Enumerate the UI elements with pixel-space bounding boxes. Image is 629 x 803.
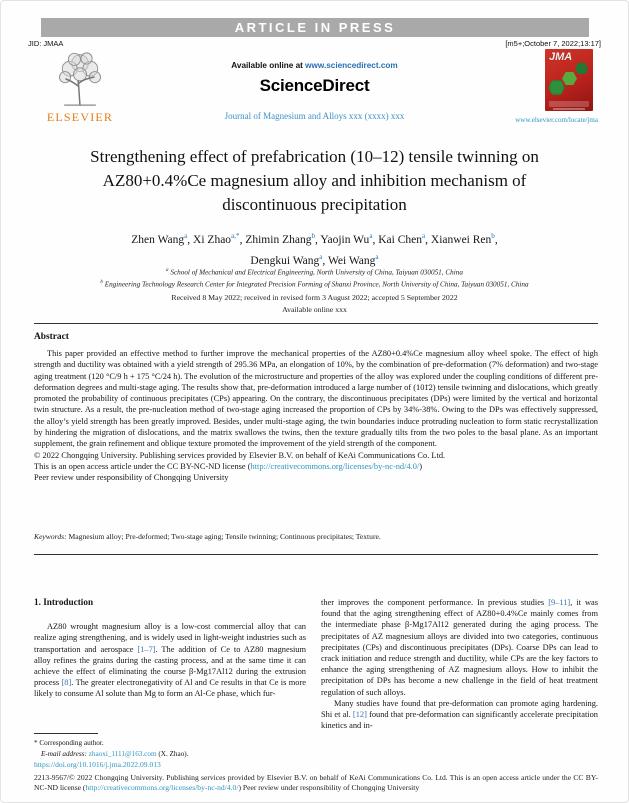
- crystal-hexagon-icon: [562, 71, 577, 86]
- author-affiliation-sup: b: [491, 232, 495, 240]
- sciencedirect-url-link[interactable]: www.sciencedirect.com: [305, 61, 398, 70]
- author: Wei Wang$^a$: [327, 252, 379, 267]
- author-affiliation-sup: a: [422, 232, 426, 240]
- keywords-line: [34, 532, 598, 541]
- author: Yaojin Wu$^a$,: [320, 232, 379, 246]
- keywords-text: Magnesium alloy; Pre-deformed; Two-stage aging; Tensile twinning; Continuous precipitates; Texture.: [66, 532, 381, 541]
- author-affiliation-sup: a,*: [231, 232, 240, 240]
- peer-review-line: Peer review under responsibility of Chongqing University: [34, 473, 229, 483]
- intro-paragraph: AZ80 wrought magnesium alloy is a low-cost commercial alloy that can realize aging strengthening, and is widely used in light-weight industries such as transportation and aerospace [1–7]. The addition of Ce to AZ80 magnesium alloy refines the grains during the casting process, and at the same time it can achieve the effect of eliminating the course β-Mg17Al12 during the extrusion process [8]. The greater electronegativity of Al and Ce results in that Ce is more likely to consume Al solute than Mg to form an Al-Ce phase, which fur-: [34, 622, 306, 699]
- page-footer: [34, 760, 598, 794]
- elsevier-tree-icon: [52, 49, 108, 109]
- copyright-line: © 2022 Chongqing University. Publishing services provided by Elsevier B.V. on behalf of KeAi Communications Co. Ltd.: [34, 450, 446, 460]
- section-heading-introduction: 1. Introduction: [34, 597, 94, 607]
- elsevier-logo: [34, 49, 126, 125]
- email-line: E-mail address: zhaoxi_1111@163.com (X. Zhao).: [41, 749, 189, 758]
- corresponding-author-footnote: [34, 733, 306, 759]
- footer-copyright-text: 2213-9567/© 2022 Chongqing University. Publishing services provided by Elsevier B.V. on behalf of KeAi Communications Co. Ltd. This is an open access article under the CC BY-NC-ND license (http://creativecommons.org/licenses/by-nc-nd/4.0/) Peer review under responsibility of Chongqing University: [34, 772, 598, 793]
- author: Xi Zhao$^{a,*}$,: [193, 232, 246, 246]
- author-list: [41, 228, 588, 270]
- author-affiliation-sup: a: [369, 232, 373, 240]
- crystal-hexagon-icon: [575, 62, 588, 75]
- sciencedirect-logo: ScienceDirect: [259, 76, 370, 95]
- author-affiliation-sup: a: [319, 252, 323, 261]
- citation-link[interactable]: [1–7]: [137, 644, 156, 654]
- elsevier-wordmark: ELSEVIER: [46, 110, 114, 124]
- affiliation-list: [31, 266, 598, 290]
- citation-link[interactable]: [9–11]: [548, 598, 571, 607]
- body-paragraph: Many studies have found that pre-deformation can promote aging hardening. Shi et al. [12] found that pre-deformation can significantly accelerate precipitation kinetics and in-: [321, 698, 598, 731]
- availability-line: Available online at www.sciencedirect.com: [231, 61, 398, 70]
- author: Kai Chen$^a$,: [378, 232, 431, 246]
- paper-title-line-3: discontinuous precipitation: [222, 195, 407, 214]
- paper-title-line-1: Strengthening effect of prefabrication (10–12) tensile twinning on: [90, 147, 539, 166]
- left-column: [34, 597, 306, 759]
- article-in-press-banner: ARTICLE IN PRESS: [41, 18, 589, 37]
- cover-caption-strip: [553, 108, 585, 110]
- divider-rule: [34, 323, 598, 324]
- doi-link[interactable]: https://doi.org/10.1016/j.jma.2022.09.013: [34, 760, 161, 769]
- journal-citation-line: Journal of Magnesium and Alloys xxx (xxxx) xxx: [224, 111, 405, 121]
- license-link[interactable]: http://creativecommons.org/licenses/by-nc-nd/4.0/: [85, 783, 239, 793]
- journal-locate-link[interactable]: www.elsevier.com/locate/jma: [515, 116, 598, 124]
- crystal-hexagon-icon: [548, 79, 565, 96]
- body-paragraph: ther improves the component performance. In previous studies [9–11], it was found that the aging strengthening effect of AZ80+0.4%Ce mainly comes from the intermediate phase β-Mg17Al12 generated during the aging process. The precipitates of AZ magnesium alloys are divided into two categories, continuous precipitates (CPs) and discontinuous precipitates (DPs). Coarse DPs can lead to crack initiation and reduce strength and ductility, while CPs are the key factors to enhance the aging strengthening of AZ magnesium alloys. How to inhibit the precipitation of DPs has become a new challenge in the field of heat treatment regulation of such alloys.: [321, 598, 599, 697]
- jma-cover-image: [545, 49, 593, 111]
- abstract-heading: Abstract: [34, 332, 69, 342]
- masthead-center: [126, 49, 503, 125]
- cover-caption-strip: [549, 101, 589, 107]
- license-line: This is an open access article under the CC BY-NC-ND license (http://creativecommons.org/licenses/by-nc-nd/4.0/): [34, 461, 423, 471]
- abstract-text: This paper provided an effective method to further improve the mechanical properties of the AZ80+0.4%Ce magnesium alloy wheel spoke. The effect of high strength and ductility was obtained with a yield strength of 295.36 MPa, an elongation of 10%, by the combination of pre-deformation (7% deformation) and two-stage aging treatment (120 °C/9 h + 175 °C/24 h). The evolution of the microstructure and properties of the alloy was explored under the coupling conditions of different pre-deformation degrees and multi-stage aging. The results show that, pre-deformation introduced a large number of (101̄2) tensile twinning and dislocations, which greatly promoted the probability of continuous precipitates (CPs) appearing. On the contrary, the discontinuous precipitates (DPs) were limited by the vertical and horizontal twin structure. As a result, the pre-nucleation method of two-stage aging increased the proportion of CPs by 34%-38%. Owing to the DPs was effectively suppressed, the alloy’s yield strength has been greatly improved. Besides, under multi-stage aging, the twin boundaries induce protruding nucleation to form static recrystallization by hindering the migration of dislocations, and the matrix swallows the twins, then the texture gradually tilts from the two poles to the basal plane. As an important supplement, the grain refinement and oblique texture promoted the improvement of the yield strength of the component.: [34, 349, 598, 449]
- affiliation-line: $^b$ Engineering Technology Research Center for Integrated Precision Forming of Shanxi Province, North University of China, Taiyuan 030051, China: [100, 279, 529, 289]
- author-affiliation-sup: b: [311, 232, 316, 240]
- footnote-rule: [34, 733, 98, 734]
- keywords-label: Keywords:: [34, 532, 67, 541]
- proof-meta-row: [28, 39, 601, 48]
- author: Dengkui Wang$^a$,: [250, 252, 328, 267]
- email-label: E-mail address:: [41, 749, 87, 758]
- received-dates-line: Received 8 May 2022; received in revised form 3 August 2022; accepted 5 September 2022: [171, 293, 458, 302]
- affiliation-line: $^a$ School of Mechanical and Electrical Engineering, North University of China, Taiyuan 030051, China: [166, 268, 463, 277]
- right-column: [321, 597, 598, 731]
- citation-link[interactable]: [12]: [352, 710, 367, 720]
- paper-title-line-2: AZ80+0.4%Ce magnesium alloy and inhibition mechanism of: [102, 171, 527, 190]
- abstract-section: [34, 332, 598, 484]
- corresponding-author-note: * Corresponding author.: [34, 739, 104, 747]
- available-online-line: Available online xxx: [282, 305, 347, 314]
- journal-cover-block: [503, 49, 598, 125]
- citation-link[interactable]: [8]: [61, 678, 72, 688]
- paper-title: [51, 145, 578, 217]
- jid-label: JID: JMAA: [28, 39, 64, 48]
- license-link[interactable]: http://creativecommons.org/licenses/by-nc-nd/4.0/: [250, 461, 420, 471]
- author: Zhen Wang$^a$,: [131, 232, 194, 246]
- jma-cover-title: JMA: [549, 51, 573, 63]
- divider-rule: [34, 554, 598, 555]
- masthead: [34, 49, 598, 125]
- email-link[interactable]: zhaoxi_1111@163.com: [88, 749, 157, 758]
- author-affiliation-sup: a: [184, 232, 188, 240]
- author: Xianwei Ren$^b$,: [430, 232, 498, 246]
- author: Zhimin Zhang$^b$,: [245, 232, 321, 246]
- proof-timestamp: [m5+;October 7, 2022;13:17]: [505, 39, 601, 48]
- author-affiliation-sup: a: [375, 252, 379, 261]
